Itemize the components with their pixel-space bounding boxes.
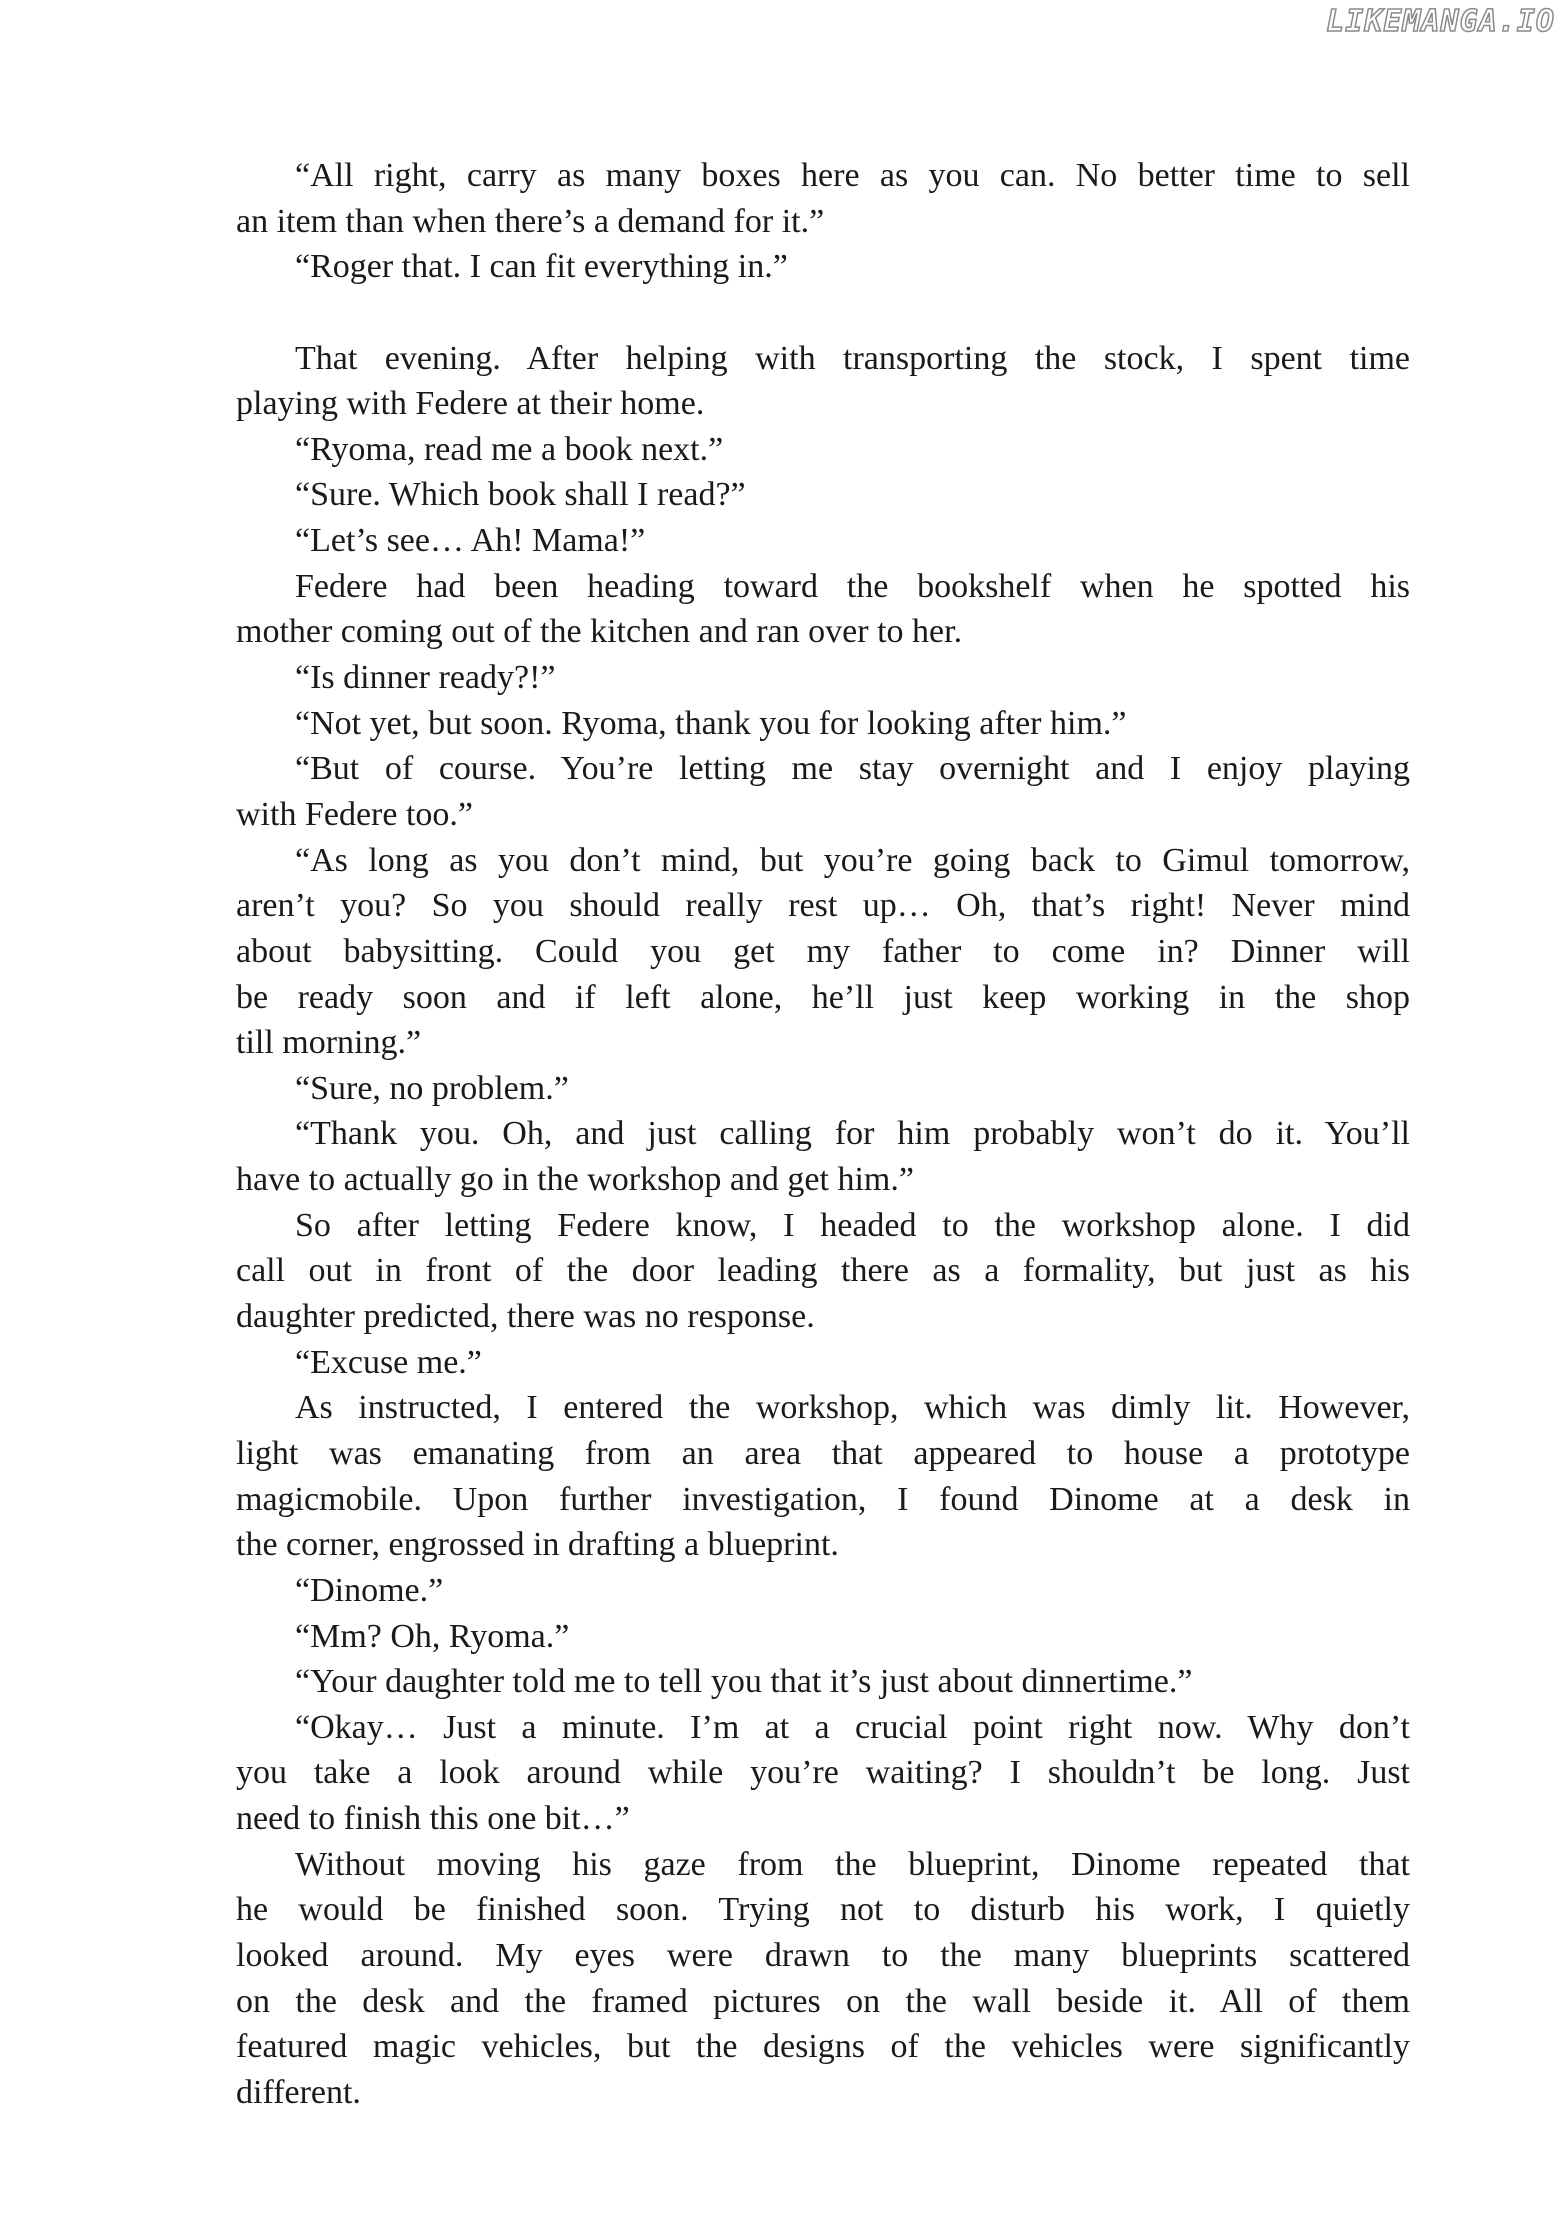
text-line: “Sure. Which book shall I read?” bbox=[295, 476, 746, 514]
paragraph bbox=[236, 1203, 1410, 1340]
text-line: Federe had been heading toward the bookshelf when he spotted his bbox=[295, 567, 1410, 605]
text-line: mother coming out of the kitchen and ran over to her. bbox=[236, 613, 963, 651]
text-line: different. bbox=[236, 2073, 361, 2111]
paragraph bbox=[236, 1340, 1410, 1386]
paragraph bbox=[236, 1111, 1410, 1202]
text-line: the corner, engrossed in drafting a blueprint. bbox=[236, 1526, 839, 1564]
text-line: have to actually go in the workshop and get him.” bbox=[236, 1161, 914, 1199]
watermark-logo: LIKEMANGA.IO bbox=[1326, 4, 1555, 39]
paragraph bbox=[236, 1066, 1410, 1112]
text-line: magicmobile. Upon further investigation, I found Dinome at a desk in bbox=[236, 1480, 1410, 1518]
paragraph bbox=[236, 1385, 1410, 1568]
text-line: an item than when there’s a demand for it.” bbox=[236, 202, 825, 240]
paragraph bbox=[236, 1705, 1410, 1842]
text-line: Without moving his gaze from the blueprint, Dinome repeated that bbox=[295, 1845, 1410, 1883]
text-line: “Okay… Just a minute. I’m at a crucial point right now. Why don’t bbox=[295, 1708, 1410, 1746]
text-line: about babysitting. Could you get my father to come in? Dinner will bbox=[236, 932, 1410, 970]
text-line: need to finish this one bit…” bbox=[236, 1800, 630, 1838]
text-line: be ready soon and if left alone, he’ll just keep working in the shop bbox=[236, 978, 1410, 1016]
text-line: “All right, carry as many boxes here as you can. No better time to sell bbox=[295, 157, 1410, 194]
text-line: That evening. After helping with transporting the stock, I spent time bbox=[295, 339, 1410, 377]
text-line: “Let’s see… Ah! Mama!” bbox=[295, 522, 646, 560]
scene-break bbox=[236, 290, 1410, 336]
text-line: “Ryoma, read me a book next.” bbox=[295, 430, 724, 468]
text-line: As instructed, I entered the workshop, which was dimly lit. However, bbox=[295, 1389, 1410, 1427]
text-line: “Mm? Oh, Ryoma.” bbox=[295, 1617, 570, 1655]
text-line: “Not yet, but soon. Ryoma, thank you for looking after him.” bbox=[295, 704, 1127, 742]
paragraph bbox=[236, 746, 1410, 837]
text-line: call out in front of the door leading there as a formality, but just as his bbox=[236, 1252, 1410, 1290]
text-line: with Federe too.” bbox=[236, 795, 473, 833]
paragraph bbox=[236, 472, 1410, 518]
text-line: on the desk and the framed pictures on the wall beside it. All of them bbox=[236, 1982, 1410, 2020]
paragraph bbox=[236, 564, 1410, 655]
text-line: So after letting Federe know, I headed to the workshop alone. I did bbox=[295, 1206, 1410, 1244]
text-line: you take a look around while you’re waiting? I shouldn’t be long. Just bbox=[236, 1754, 1410, 1792]
paragraph bbox=[236, 655, 1410, 701]
text-line: he would be finished soon. Trying not to disturb his work, I quietly bbox=[236, 1891, 1410, 1929]
text-line: featured magic vehicles, but the designs of the vehicles were significantly bbox=[236, 2028, 1410, 2066]
paragraph bbox=[236, 1568, 1410, 1614]
text-line: “But of course. You’re letting me stay overnight and I enjoy playing bbox=[295, 750, 1410, 788]
paragraph bbox=[236, 1842, 1410, 2116]
text-line: “Your daughter told me to tell you that it’s just about dinnertime.” bbox=[295, 1663, 1193, 1701]
paragraph bbox=[236, 1614, 1410, 1660]
paragraph bbox=[236, 838, 1410, 1066]
paragraph bbox=[236, 1659, 1410, 1705]
text-line: aren’t you? So you should really rest up… Oh, that’s right! Never mind bbox=[236, 887, 1410, 925]
text-line: “Sure, no problem.” bbox=[295, 1069, 569, 1107]
paragraph bbox=[236, 153, 1410, 244]
text-line: “Is dinner ready?!” bbox=[295, 659, 556, 697]
text-line: “As long as you don’t mind, but you’re going back to Gimul tomorrow, bbox=[295, 841, 1410, 879]
text-line: light was emanating from an area that appeared to house a prototype bbox=[236, 1434, 1410, 1472]
text-line: looked around. My eyes were drawn to the many blueprints scattered bbox=[236, 1936, 1410, 1974]
paragraph bbox=[236, 701, 1410, 747]
text-line: “Thank you. Oh, and just calling for him probably won’t do it. You’ll bbox=[295, 1115, 1410, 1153]
paragraph bbox=[236, 244, 1410, 290]
text-line: daughter predicted, there was no response. bbox=[236, 1298, 815, 1336]
text-line: “Dinome.” bbox=[295, 1571, 444, 1609]
paragraph bbox=[236, 518, 1410, 564]
page-body-text bbox=[236, 153, 1410, 2116]
text-line: “Roger that. I can fit everything in.” bbox=[295, 248, 788, 286]
paragraph bbox=[236, 427, 1410, 473]
text-line: playing with Federe at their home. bbox=[236, 385, 705, 423]
paragraph bbox=[236, 336, 1410, 427]
text-line: till morning.” bbox=[236, 1024, 422, 1062]
text-line: “Excuse me.” bbox=[295, 1343, 482, 1381]
